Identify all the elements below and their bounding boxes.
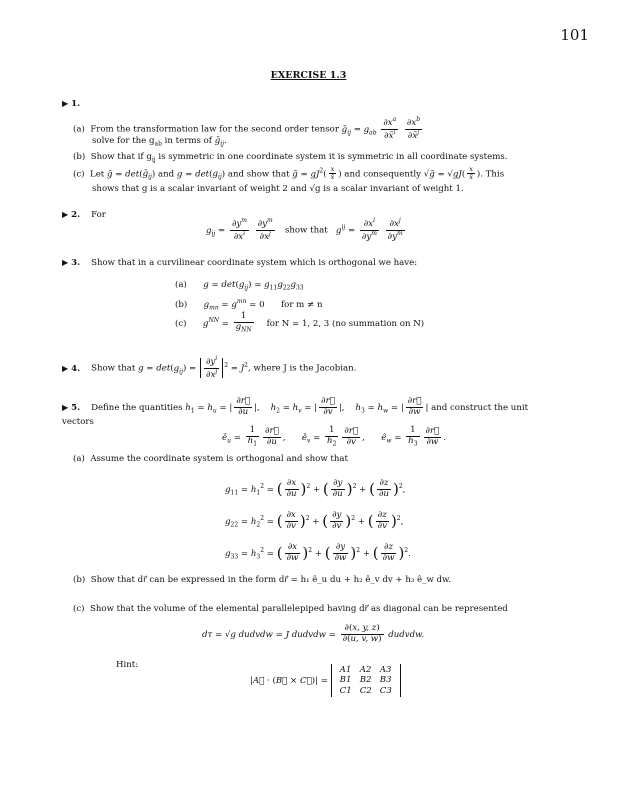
problem-5: ▶ 5. Define the quantities $h_1 = h_u$ = | $\frac{\partial r⃗}{\partial u}$ |, $h_2 = h_v$ = | $\frac{\partial r⃗}{\partial v}$ |, $h_3 = h_w$ = | $\frac{\partial r⃗}{\partial w}$ | and construct the unit [62, 396, 529, 417]
det-cell: A2 [359, 665, 372, 675]
triple-product-determinant: |A⃗ · (B⃗ × C⃗)| = A1 A2 A3 B1 B2 B3 C1 C2 C3 [250, 664, 401, 697]
problem-1b: (b) Show that if $g_{ij}$ is symmetric in one coordinate system it is symmetric in all coordinate systems. [73, 152, 508, 164]
problem-3: ▶ 3. Show that in a curvilinear coordinate system which is orthogonal we have: [62, 257, 418, 268]
unit-vector-equations: $ê_u$ = $\frac{1}{h_1}$ $\frac{\partial r⃗}{\partial u}$ , $ê_v$ = $\frac{1}{h_2}$ $\frac{\partial r⃗}{\partial v}$ , $ê_w$ = $\frac{1}{h_3}$ $\frac{\partial r⃗}{\partial w}$ . [222, 425, 446, 448]
determinant-matrix [336, 665, 396, 696]
problem-5a: (a) Assume the coordinate system is orthogonal and show that [73, 454, 348, 464]
problem-1c-cont: shows that g is a scalar invariant of weight 2 and √g is a scalar invariant of weight 1. [92, 184, 464, 194]
problem-1-number: ▶ 1. [62, 98, 81, 109]
problem-5b: (b) Show that dr⃗ can be expressed in the form dr⃗ = h₁ ê_u du + h₂ ê_v dv + h₃ ê_w dw. [73, 575, 452, 585]
g22-equation: $g_{22} = h_2^2$ = ( $\frac{\partial x}{\partial v}$ )$^2$ + ( $\frac{\partial y}{\partial v}$ )$^2$ + ( $\frac{\partial z}{\partial v}$ )$^2$, [225, 510, 404, 531]
problem-1c: (c) Let ḡ = det(ḡ$_{ij}$) and $g = \det(g_{ij})$ and show that ḡ = $gJ^2$( $\frac{x}{x̄}$ ) and consequently √ḡ = √gJ( $\frac{x}{x̄}$ ). This [73, 165, 505, 182]
problem-5c: (c) Show that the volume of the elemental parallelepiped having dr⃗ as diagonal can be represented [73, 604, 508, 614]
det-cell: B3 [379, 675, 392, 686]
volume-element-equation: dτ = √g dudvdw = J dudvdw = $\frac{\partial(x, y, z)}{\partial(u, v, w)}$ dudvdw. [202, 623, 425, 644]
problem-4: ▶ 4. Show that $g = \det(g_{ij})$ = $\frac{\partial y^i}{\partial x^j}$ $^2 = J^2$, where J is the Jacobian. [62, 355, 357, 380]
det-cell: C3 [379, 685, 392, 696]
problem-5-vectors: vectors [62, 417, 94, 427]
page-number: 101 [560, 26, 589, 44]
problem-3b: (b) $g_{mn} = g^{mn} = 0$ for m ≠ n [175, 298, 323, 312]
g11-equation: $g_{11} = h_1^2$ = ( $\frac{\partial x}{\partial u}$ )$^2$ + ( $\frac{\partial y}{\partial u}$ )$^2$ + ( $\frac{\partial z}{\partial u}$ )$^2$, [225, 478, 406, 499]
problem-2-equation: $g_{ij}$ = $\frac{\partial y^m}{\partial x^i}$ $\frac{\partial y^m}{\partial x^j}$ show that $g^{ij}$ = $\frac{\partial x^i}{\partial y^m}$ $\frac{\partial x^j}{\partial y^m}$ [206, 217, 403, 242]
det-cell: A3 [379, 665, 392, 675]
problem-3a: (a) $g = \det(g_{ij}) = g_{11}g_{22}g_{33}$ [175, 280, 304, 292]
problem-2: ▶ 2. For [62, 209, 106, 220]
det-cell: A1 [339, 665, 352, 675]
det-cell: C1 [339, 685, 352, 696]
g33-equation: $g_{33} = h_3^2$ = ( $\frac{\partial x}{\partial w}$ )$^2$ + ( $\frac{\partial y}{\partial w}$ )$^2$ + ( $\frac{\partial z}{\partial w}$ )$^2$. [225, 542, 411, 563]
det-cell: B1 [339, 675, 352, 686]
exercise-title: EXERCISE 1.3 [270, 70, 347, 81]
hint-label: Hint: [116, 660, 139, 670]
problem-1a: (a) From the transformation law for the second order tensor ḡ$_{ij}$ = $g_{ab}$ $\frac{\partial x^a}{\partial x̄^i}$ $\frac{\partial x^b}{\partial x̄^j}$ [73, 116, 421, 141]
problem-1a-cont: solve for the $g_{ab}$ in terms of ḡ$_{ij}$. [92, 136, 227, 148]
problem-3c: (c) $g^{NN}$ = $\frac{1}{g_{NN}}$ for N = 1, 2, 3 (no summation on N) [175, 311, 425, 334]
det-cell: C2 [359, 685, 372, 696]
det-cell: B2 [359, 675, 372, 686]
